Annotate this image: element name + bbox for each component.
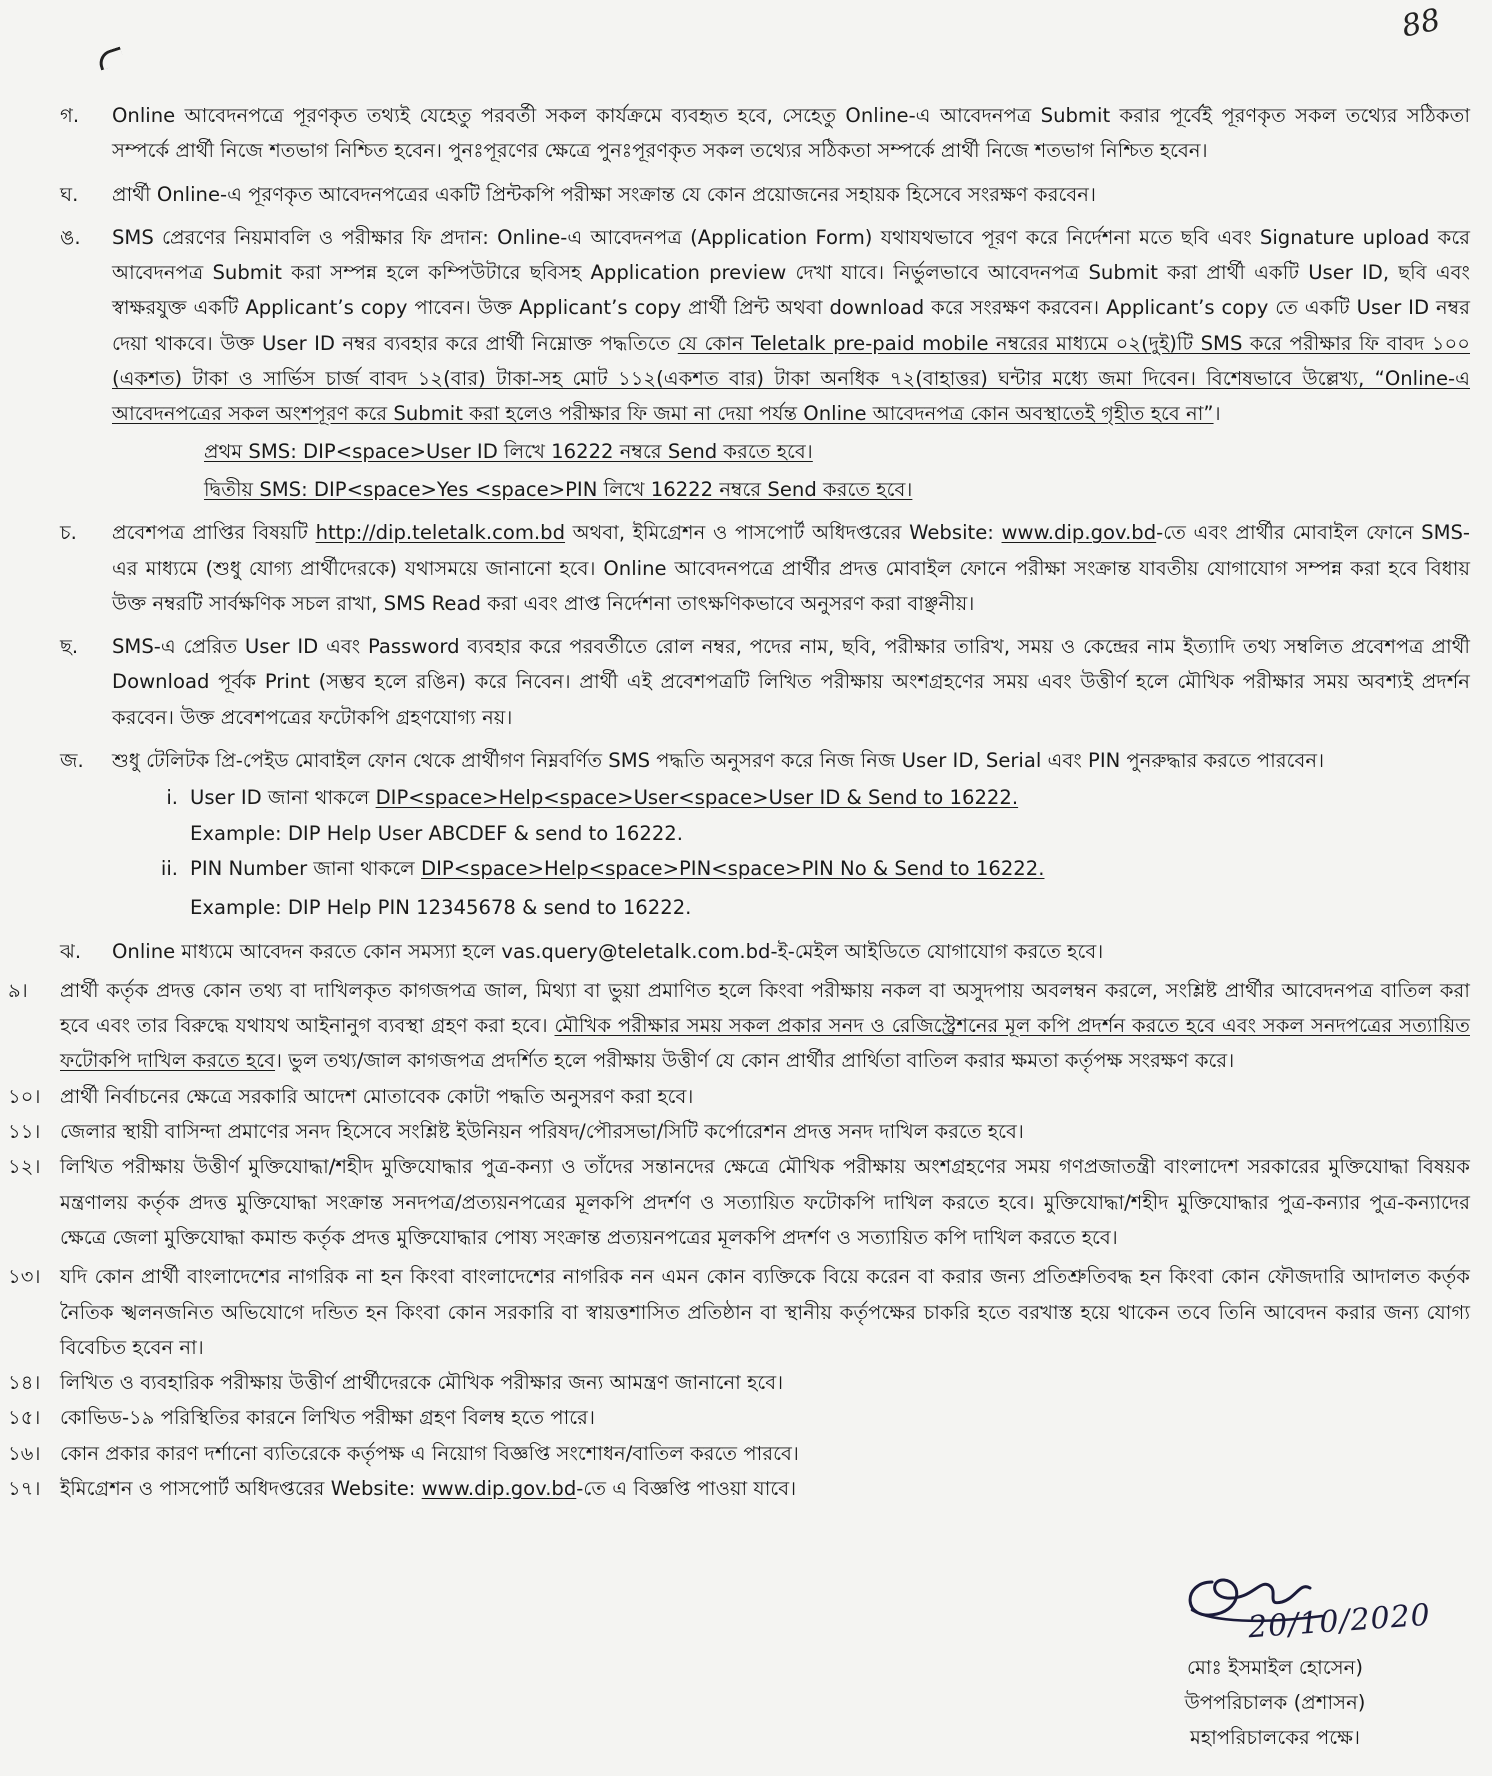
recovery-pin: ii. PIN Number জানা থাকলে DIP<space>Help<space>PIN<space>PIN No & Send to 16222. — [160, 856, 1045, 880]
sms-instruction-first: প্রথম SMS: DIP<space>User ID লিখে 16222 নম্বরে Send করতে হবে। — [204, 439, 813, 463]
item-label: ঝ. — [60, 939, 82, 963]
item-label: ঘ. — [60, 182, 79, 206]
list-item-15: ১৫। কোভিড-১৯ পরিস্থিতির কারনে লিখিত পরীক্ষা গ্রহণ বিলম্ব হতে পারে। — [8, 1406, 595, 1430]
list-item-admit-card — [56, 515, 1470, 621]
pin-example: Example: DIP Help PIN 12345678 & send to 16222. — [190, 896, 692, 920]
sms-rules-text: SMS প্রেরণের নিয়মাবলি ও পরীক্ষার ফি প্রদান: Online-এ আবেদনপত্র (Application Form) যথাযথভাবে পূরণ করে নির্দেশনা মতে ছবি এবং Signature upload করে আবেদনপত্র Submit করা সম্পন্ন হলে কম্পিউটারে ছবিসহ Application preview দেখা যাবে। নির্ভুলভাবে আবেদনপত্র Submit করা প্রার্থী একটি User ID, ছবি এবং স্বাক্ষরযুক্ত একটি Applicant’s copy পাবেন। উক্ত Applicant’s copy প্রার্থী প্রিন্ট অথবা download করে সংরক্ষণ করবেন। Applicant’s copy তে একটি User ID নম্বর দেয়া থাকবে। উক্ত User ID নম্বর ব্যবহার করে প্রার্থী নিম্নোক্ত পদ্ধতিতে — [112, 225, 1470, 355]
user-id-example: Example: DIP Help User ABCDEF & send to 16222. — [190, 821, 683, 845]
fee-payment-note: যে কোন Teletalk pre-paid mobile নম্বরের মাধ্যমে ০২(দুই)টি SMS করে পরীক্ষার ফি বাবদ ১০০ (একশত) টাকা ও সার্ভিস চার্জ বাবদ ১২(বার) টাকা-সহ মোট ১১২(একশত বার) টাকা অনধিক ৭২(বাহাত্তর) ঘন্টার মধ্যে জমা দিবেন। বিশেষভাবে উল্লেখ্য, “Online-এ আবেদনপত্রের সকল অংশপূরণ করে Submit করা হলেও পরীক্ষার ফি জমা না দেয়া পর্যন্ত Online আবেদনপত্র কোন অবস্থাতেই গৃহীত হবে না” — [112, 331, 1470, 426]
item-text: SMS-এ প্রেরিত User ID এবং Password ব্যবহার করে পরবর্তীতে রোল নম্বর, পদের নাম, ছবি, পরীক্ষার তারিখ, সময় ও কেন্দ্রের নাম ইত্যাদি তথ্য সম্বলিত প্রবেশপত্র প্রার্থী Download পূর্বক Print (সম্ভব হলে রঙিন) করে নিবেন। প্রার্থী এই প্রবেশপত্রটি লিখিত পরীক্ষায় অংশগ্রহণের সময় এবং উত্তীর্ণ হলে মৌখিক পরীক্ষার সময় অবশ্যই প্রদর্শন করবেন। উক্ত প্রবেশপত্রের ফটোকপি গ্রহণযোগ্য নয়। — [112, 635, 1470, 729]
list-item-13: ১৩। যদি কোন প্রার্থী বাংলাদেশের নাগরিক না হন কিংবা বাংলাদেশের নাগরিক নন এমন কোন ব্যক্তিকে বিয়ে করেন বা করার জন্য প্রতিশ্রুতিবদ্ধ হন কিংবা কোন ফৌজদারি আদালত কর্তৃক নৈতিক স্খলনজনিত অভিযোগে দন্ডিত হন কিংবা কোন সরকারি বা স্বায়ত্তশাসিত প্রতিষ্ঠান বা স্থানীয় কর্তৃপক্ষের চাকরি হতে বরখাস্ত হয়ে থাকেন তবে তিনি আবেদন করার জন্য যোগ্য বিবেচিত হবেন না। — [8, 1265, 1470, 1359]
signatory-name: মোঃ ইসমাইল হোসেন) — [1187, 1656, 1363, 1679]
dip-website-link[interactable]: www.dip.gov.bd — [421, 1476, 577, 1500]
list-item-12: ১২। লিখিত পরীক্ষায় উত্তীর্ণ মুক্তিযোদ্ধা/শহীদ মুক্তিযোদ্ধার পুত্র-কন্যা ও তাঁদের সন্তানদের ক্ষেত্রে মৌখিক পরীক্ষায় অংশগ্রহণের সময় গণপ্রজাতন্ত্রী বাংলাদেশ সরকারের মুক্তিযোদ্ধা বিষয়ক মন্ত্রণালয় কর্তৃক প্রদত্ত মুক্তিযোদ্ধা সংক্রান্ত সনদপত্র/প্রত্যয়নপত্রের মূলকপি প্রদর্শণ ও সত্যায়িত ফটোকপি দাখিল করতে হবে। মুক্তিযোদ্ধা/শহীদ মুক্তিযোদ্ধার পুত্র-কন্যার পুত্র-কন্যাদের ক্ষেত্রে জেলা মুক্তিযোদ্ধা কমান্ড কর্তৃক প্রদত্ত মুক্তিযোদ্ধার পোষ্য সংক্রান্ত প্রত্যয়নপত্রের মূলকপি প্রদর্শণ ও সত্যায়িত কপি দাখিল করতে হবে। — [8, 1155, 1470, 1249]
list-item-17: ১৭। ইমিগ্রেশন ও পাসপোর্ট অধিদপ্তরের Website: www.dip.gov.bd-তে এ বিজ্ঞপ্তি পাওয়া যাবে। — [8, 1476, 797, 1500]
item-text: Online মাধ্যমে আবেদন করতে কোন সমস্যা হলে vas.query@teletalk.com.bd-ই-মেইল আইডিতে যোগাযোগ করতে হবে। — [112, 939, 1104, 963]
verification-note: মৌখিক পরীক্ষার সময় সকল প্রকার সনদ ও রেজিস্ট্রেশনের মূল কপি প্রদর্শন করতে হবে এবং সকল সনদপত্রের সত্যায়িত ফটোকপি দাখিল করতে হবে — [60, 1014, 1470, 1073]
list-item-10: ১০। প্রার্থী নির্বাচনের ক্ষেত্রে সরকারি আদেশ মোতাবেক কোটা পদ্ধতি অনুসরণ করা হবে। — [8, 1084, 694, 1108]
signatory-behalf: মহাপরিচালকের পক্ষে। — [1189, 1726, 1361, 1749]
item-text: প্রার্থী কর্তৃক প্রদত্ত কোন তথ্য বা দাখিলকৃত কাগজপত্র জাল, মিথ্যা বা ভুয়া প্রমাণিত হলে কিংবা পরীক্ষায় নকল বা অসুদপায় অবলম্বন করলে, সংশ্লিষ্ট প্রার্থীর আবেদনপত্র বাতিল করা হবে এবং তার বিরুদ্ধে যথাযথ আইনানুগ ব্যবস্থা গ্রহণ করা হবে। মৌখিক পরীক্ষার সময় সকল প্রকার সনদ ও রেজিস্ট্রেশনের মূল কপি প্রদর্শন করতে হবে এবং সকল সনদপত্রের সত্যায়িত ফটোকপি দাখিল করতে হবে। ভুল তথ্য/জাল কাগজপত্র প্রদর্শিত হলে পরীক্ষায় উত্তীর্ণ যে কোন প্রার্থীর প্রার্থিতা বাতিল করার ক্ষমতা কর্তৃপক্ষ সংরক্ষণ করে। — [60, 978, 1470, 1073]
item-label: ৯। — [8, 978, 28, 1002]
item-label: গ. — [60, 104, 80, 127]
item-text: শুধু টেলিটক প্রি-পেইড মোবাইল ফোন থেকে প্রার্থীগণ নিম্নবর্ণিত SMS পদ্ধতি অনুসরণ করে নিজ নিজ User ID, Serial এবং PIN পুনরুদ্ধার করতে পারবেন। — [112, 749, 1325, 773]
dip-website-link[interactable]: www.dip.gov.bd — [1001, 521, 1157, 545]
recovery-user-id: i. User ID জানা থাকলে DIP<space>Help<space>User<space>User ID & Send to 16222. — [166, 786, 1019, 810]
list-item — [56, 98, 1470, 169]
document-body — [8, 98, 1471, 1506]
item-text — [112, 220, 1470, 432]
pin-command: DIP<space>Help<space>PIN<space>PIN No & Send to 16222. — [421, 856, 1045, 880]
item-label: চ. — [60, 521, 77, 545]
list-item-11: ১১। জেলার স্থায়ী বাসিন্দা প্রমাণের সনদ হিসেবে সংশ্লিষ্ট ইউনিয়ন পরিষদ/পৌরসভা/সিটি কর্পোরেশন প্রদত্ত সনদ দাখিল করতে হবে। — [8, 1120, 1024, 1144]
list-item-support — [56, 934, 1470, 969]
signatory-title: উপপরিচালক (প্রশাসন) — [1184, 1691, 1366, 1714]
item-label: ঙ. — [60, 225, 81, 249]
item-label: ছ. — [60, 635, 79, 659]
item-text: Online আবেদনপত্রে পূরণকৃত তথ্যই যেহেতু পরবর্তী সকল কার্যক্রমে ব্যবহৃত হবে, সেহেতু Online-এ আবেদনপত্র Submit করার পূর্বেই পূরণকৃত সকল তথ্যের সঠিকতা সম্পর্কে প্রার্থী নিজে শতভাগ নিশ্চিত হবেন। পুনঃপূরণের ক্ষেত্রে পুনঃপূরণকৃত সকল তথ্যের সঠিকতা সম্পর্কে প্রার্থী নিজে শতভাগ নিশ্চিত হবেন। — [112, 104, 1470, 163]
list-item — [56, 177, 1470, 212]
list-item-14: ১৪। লিখিত ও ব্যবহারিক পরীক্ষায় উত্তীর্ণ প্রার্থীদেরকে মৌখিক পরীক্ষার জন্য আমন্ত্রণ জানানো হবে। — [8, 1371, 784, 1395]
page-number: 88 — [1398, 2, 1444, 45]
list-item-9 — [8, 973, 1470, 1079]
sms-rules-end: । — [1213, 402, 1221, 426]
item-text: প্রার্থী Online-এ পূরণকৃত আবেদনপত্রের একটি প্রিন্টকপি পরীক্ষা সংক্রান্ত যে কোন প্রয়োজনের সহায়ক হিসেবে সংরক্ষণ করবেন। — [112, 182, 1096, 206]
user-id-command: DIP<space>Help<space>User<space>User ID & Send to 16222. — [375, 786, 1019, 810]
list-item-16: ১৬। কোন প্রকার কারণ দর্শানো ব্যতিরেকে কর্তৃপক্ষ এ নিয়োগ বিজ্ঞপ্তি সংশোধন/বাতিল করতে পারবে। — [8, 1441, 799, 1465]
signature-date: 20/10/2020 — [1247, 1597, 1432, 1646]
list-item-download — [56, 629, 1470, 735]
pen-mark — [96, 47, 125, 71]
item-label: জ. — [60, 749, 84, 773]
item-text: প্রবেশপত্র প্রাপ্তির বিষয়টি http://dip.teletalk.com.bd অথবা, ইমিগ্রেশন ও পাসপোর্ট অধিদপ্তরের Website: www.dip.gov.bd-তে এবং প্রার্থীর মোবাইল ফোনে SMS-এর মাধ্যমে (শুধু যোগ্য প্রার্থীদেরকে) যথাসময়ে জানানো হবে। Online আবেদনপত্রে প্রার্থীর প্রদত্ত মোবাইল ফোনে পরীক্ষা সংক্রান্ত যাবতীয় যোগাযোগ সম্পন্ন করা হবে বিধায় উক্ত নম্বরটি সার্বক্ষণিক সচল রাখা, SMS Read করা এবং প্রাপ্ত নির্দেশনা তাৎক্ষণিকভাবে অনুসরণ করা বাঞ্ছনীয়। — [112, 521, 1471, 615]
sms-instruction-second: দ্বিতীয় SMS: DIP<space>Yes <space>PIN লিখে 16222 নম্বরে Send করতে হবে। — [204, 477, 913, 501]
list-item-sms-rules — [56, 220, 1470, 432]
teletalk-link[interactable]: http://dip.teletalk.com.bd — [315, 521, 566, 545]
list-item-recovery — [56, 743, 1470, 778]
